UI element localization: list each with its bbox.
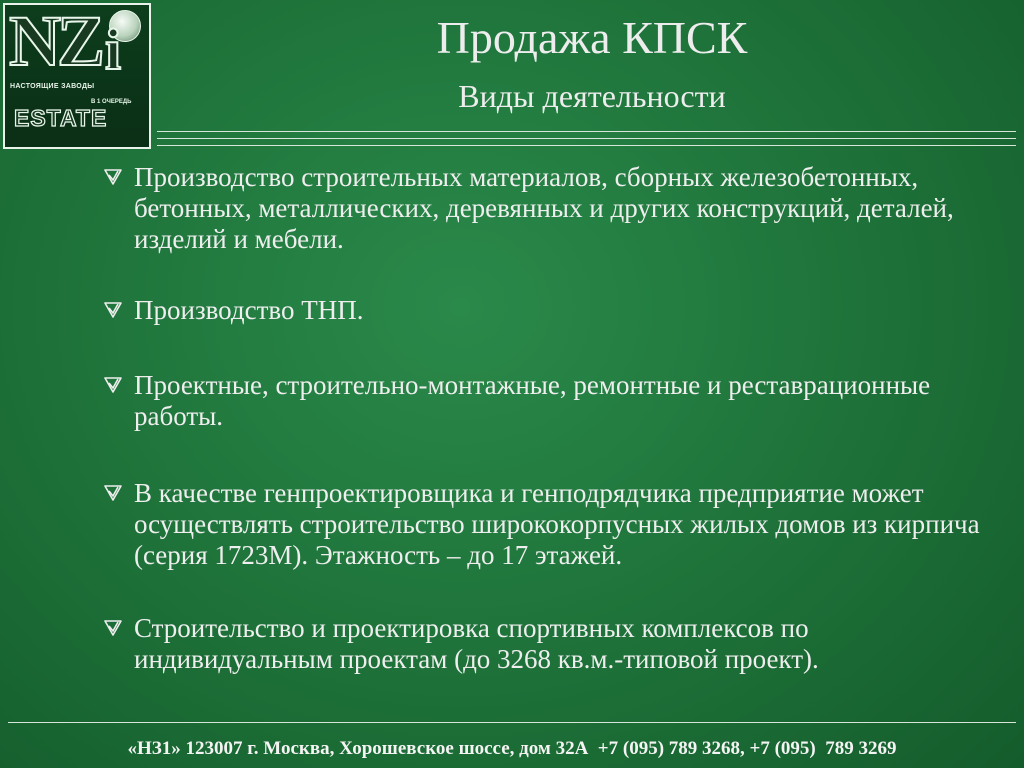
slide-title: Продажа КПСК [436, 12, 748, 63]
footer-divider [8, 722, 1016, 723]
checkmark-arrow-icon [104, 483, 122, 501]
list-item-text: Проектные, строительно-монтажные, ремонтные и реставрационные работы. [134, 370, 931, 431]
footer-contact: «НЗ1» 123007 г. Москва, Хорошевское шоссе, дом 32А +7 (095) 789 3268, +7 (095) 789 3269 [127, 738, 897, 759]
list-item-text: Производство ТНП. [134, 295, 364, 325]
checkmark-arrow-icon [104, 167, 122, 185]
list-item-text: Производство строительных материалов, сборных железобетонных, бетонных, металлических, деревянных и других конструкций, деталей, изделий и мебели. [134, 162, 954, 254]
checkmark-arrow-icon [104, 300, 122, 318]
checkmark-arrow-icon [104, 375, 122, 393]
list-item-text: В качестве генпроектировщика и генподрядчика предприятие может осуществлять строительство ширококорпусных жилых домов из кирпича (серия 1723М). Этажность – до 17 этажей. [134, 478, 980, 570]
logo-tagline-small: В 1 ОЧЕРЕДЬ [91, 99, 132, 105]
logo-letters: NZ [9, 3, 102, 81]
list-item-text: Строительство и проектировка спортивных комплексов по индивидуальным проектам (до 3268 кв.м.-типовой проект). [134, 613, 819, 674]
logo-side-letter: i [105, 17, 122, 82]
logo-brand: ESTATE [14, 105, 108, 131]
logo-tagline: НАСТОЯЩИЕ ЗАВОДЫ [10, 83, 95, 90]
checkmark-arrow-icon [104, 618, 122, 636]
slide-subtitle: Виды деятельности [458, 78, 726, 114]
